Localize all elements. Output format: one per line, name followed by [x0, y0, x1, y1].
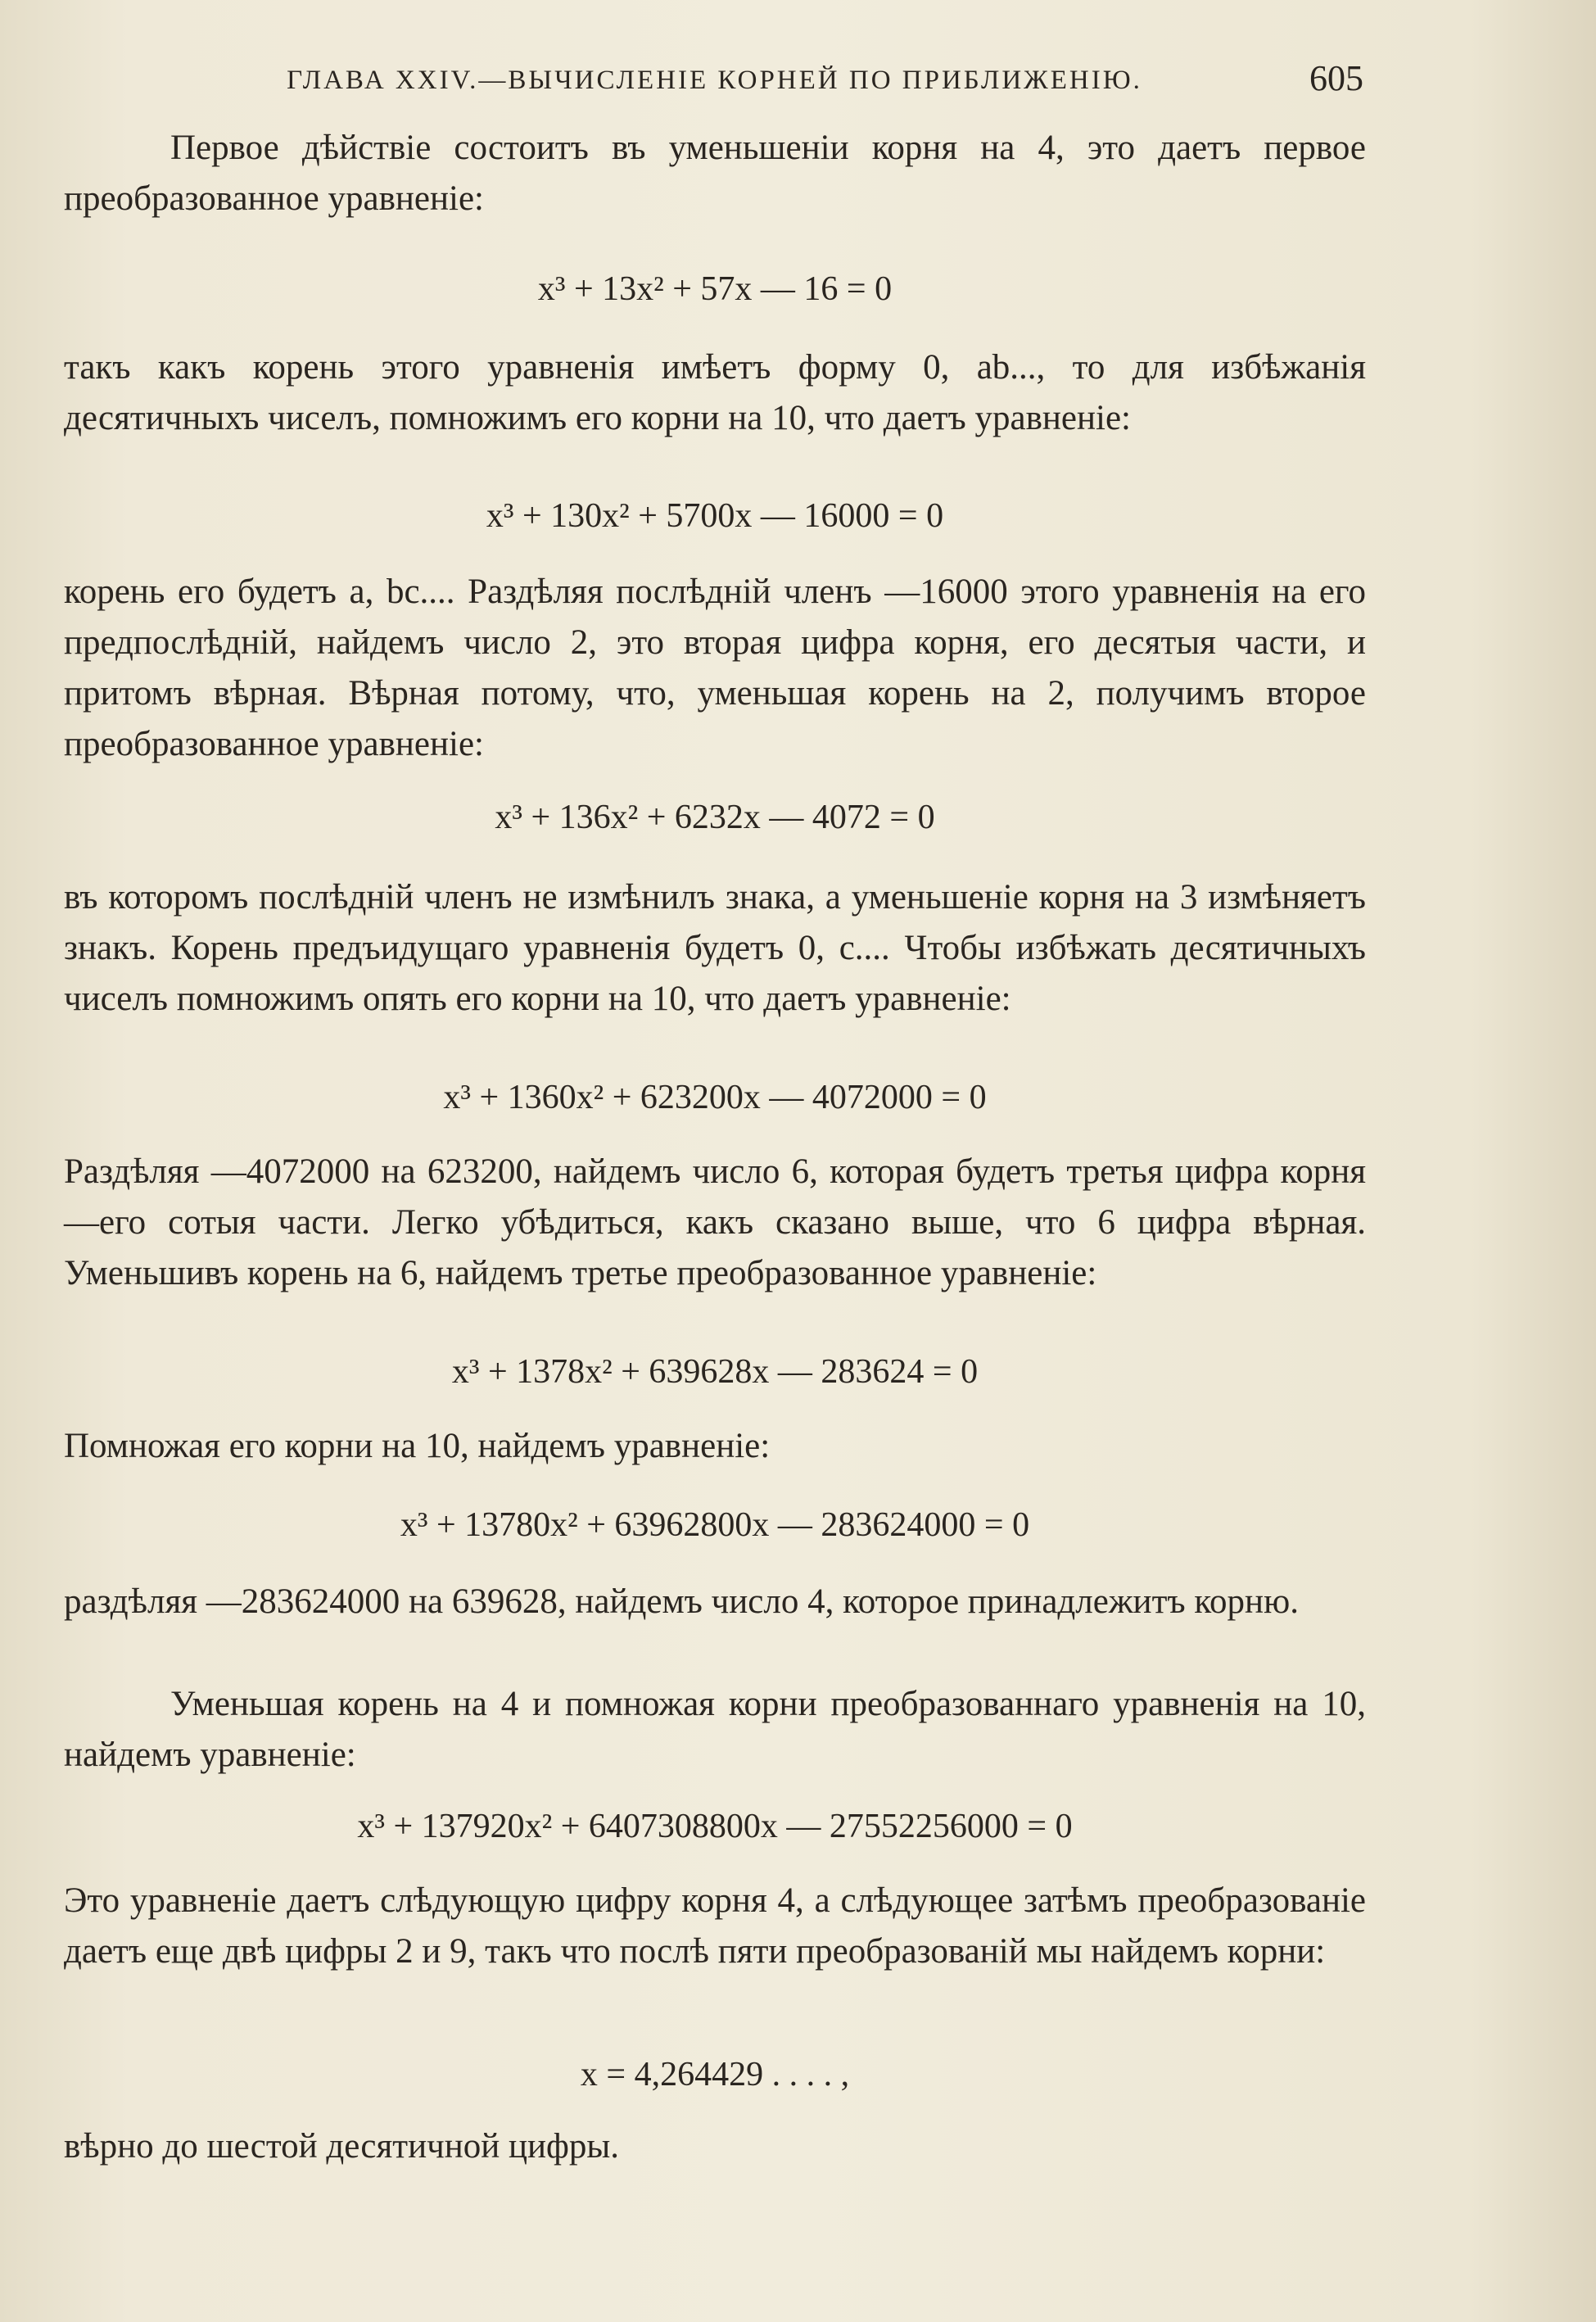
equation-1: x³ + 13x² + 57x — 16 = 0 — [537, 270, 893, 308]
page-header — [66, 57, 1363, 115]
equation-4: x³ + 1360x² + 623200x — 4072000 = 0 — [443, 1079, 987, 1116]
paragraph-10: вѣрно до шестой десятичной цифры. — [64, 2127, 620, 2166]
page-number: 605 — [1309, 58, 1363, 98]
paragraph-6: Помножая его корни на 10, найдемъ уравненіе: — [64, 1427, 771, 1465]
equation-8: x = 4,264429 . . . . , — [580, 2056, 850, 2093]
paragraph-8: Уменьшая корень на 4 и помножая корни преобразованнаго уравненія на 10, найдемъ уравненіе: — [64, 1685, 1366, 1774]
paragraph-3: корень его будетъ a, bc.... Раздѣляя послѣдній членъ —16000 этого уравненія на его предпослѣдній, найдемъ число 2, это вторая цифра корня, его десятыя части, и притомъ вѣрная. Вѣрная потому, что, уменьшая корень на 2, получимъ второе преобразованное уравненіе: — [64, 573, 1366, 763]
paragraph-9: Это уравненіе даетъ слѣдующую цифру корня 4, а слѣдующее затѣмъ преобразованіе даетъ еще двѣ цифры 2 и 9, такъ что послѣ пяти преобразованій мы найдемъ корни: — [64, 1881, 1366, 1971]
paragraph-5: Раздѣляя —4072000 на 623200, найдемъ число 6, которая будетъ третья цифра корня—его сотыя части. Легко убѣдиться, какъ сказано выше, что 6 цифра вѣрная. Уменьшивъ корень на 6, найдемъ третье преобразованное уравненіе: — [64, 1152, 1366, 1292]
equation-3: x³ + 136x² + 6232x — 4072 = 0 — [495, 799, 935, 836]
paragraph-2: такъ какъ корень этого уравненія имѣетъ форму 0, ab..., то для избѣжанія десятичныхъ чиселъ, помножимъ его корни на 10, что даетъ уравненіе: — [64, 348, 1366, 437]
equation-7: x³ + 137920x² + 6407308800x — 27552256000 = 0 — [357, 1808, 1073, 1845]
paragraph-1: Первое дѣйствіе состоитъ въ уменьшеніи корня на 4, это даетъ первое преобразованное уравненіе: — [64, 129, 1366, 218]
paragraph-4: въ которомъ послѣдній членъ не измѣнилъ знака, а уменьшеніе корня на 3 измѣняетъ знакъ. Корень предъидущаго уравненія будетъ 0, c.... Чтобы избѣжать десятичныхъ чиселъ помножимъ опять его корни на 10, что даетъ уравненіе: — [64, 878, 1366, 1018]
paragraph-7: раздѣляя —283624000 на 639628, найдемъ число 4, которое принадлежитъ корню. — [64, 1582, 1299, 1621]
equation-2: x³ + 130x² + 5700x — 16000 = 0 — [486, 497, 944, 535]
equation-5: x³ + 1378x² + 639628x — 283624 = 0 — [451, 1353, 979, 1391]
chapter-title: ГЛАВА XXIV.—ВЫЧИСЛЕНІЕ КОРНЕЙ ПО ПРИБЛИЖЕНІЮ. — [287, 66, 1142, 95]
equation-6: x³ + 13780x² + 63962800x — 283624000 = 0 — [400, 1506, 1030, 1544]
